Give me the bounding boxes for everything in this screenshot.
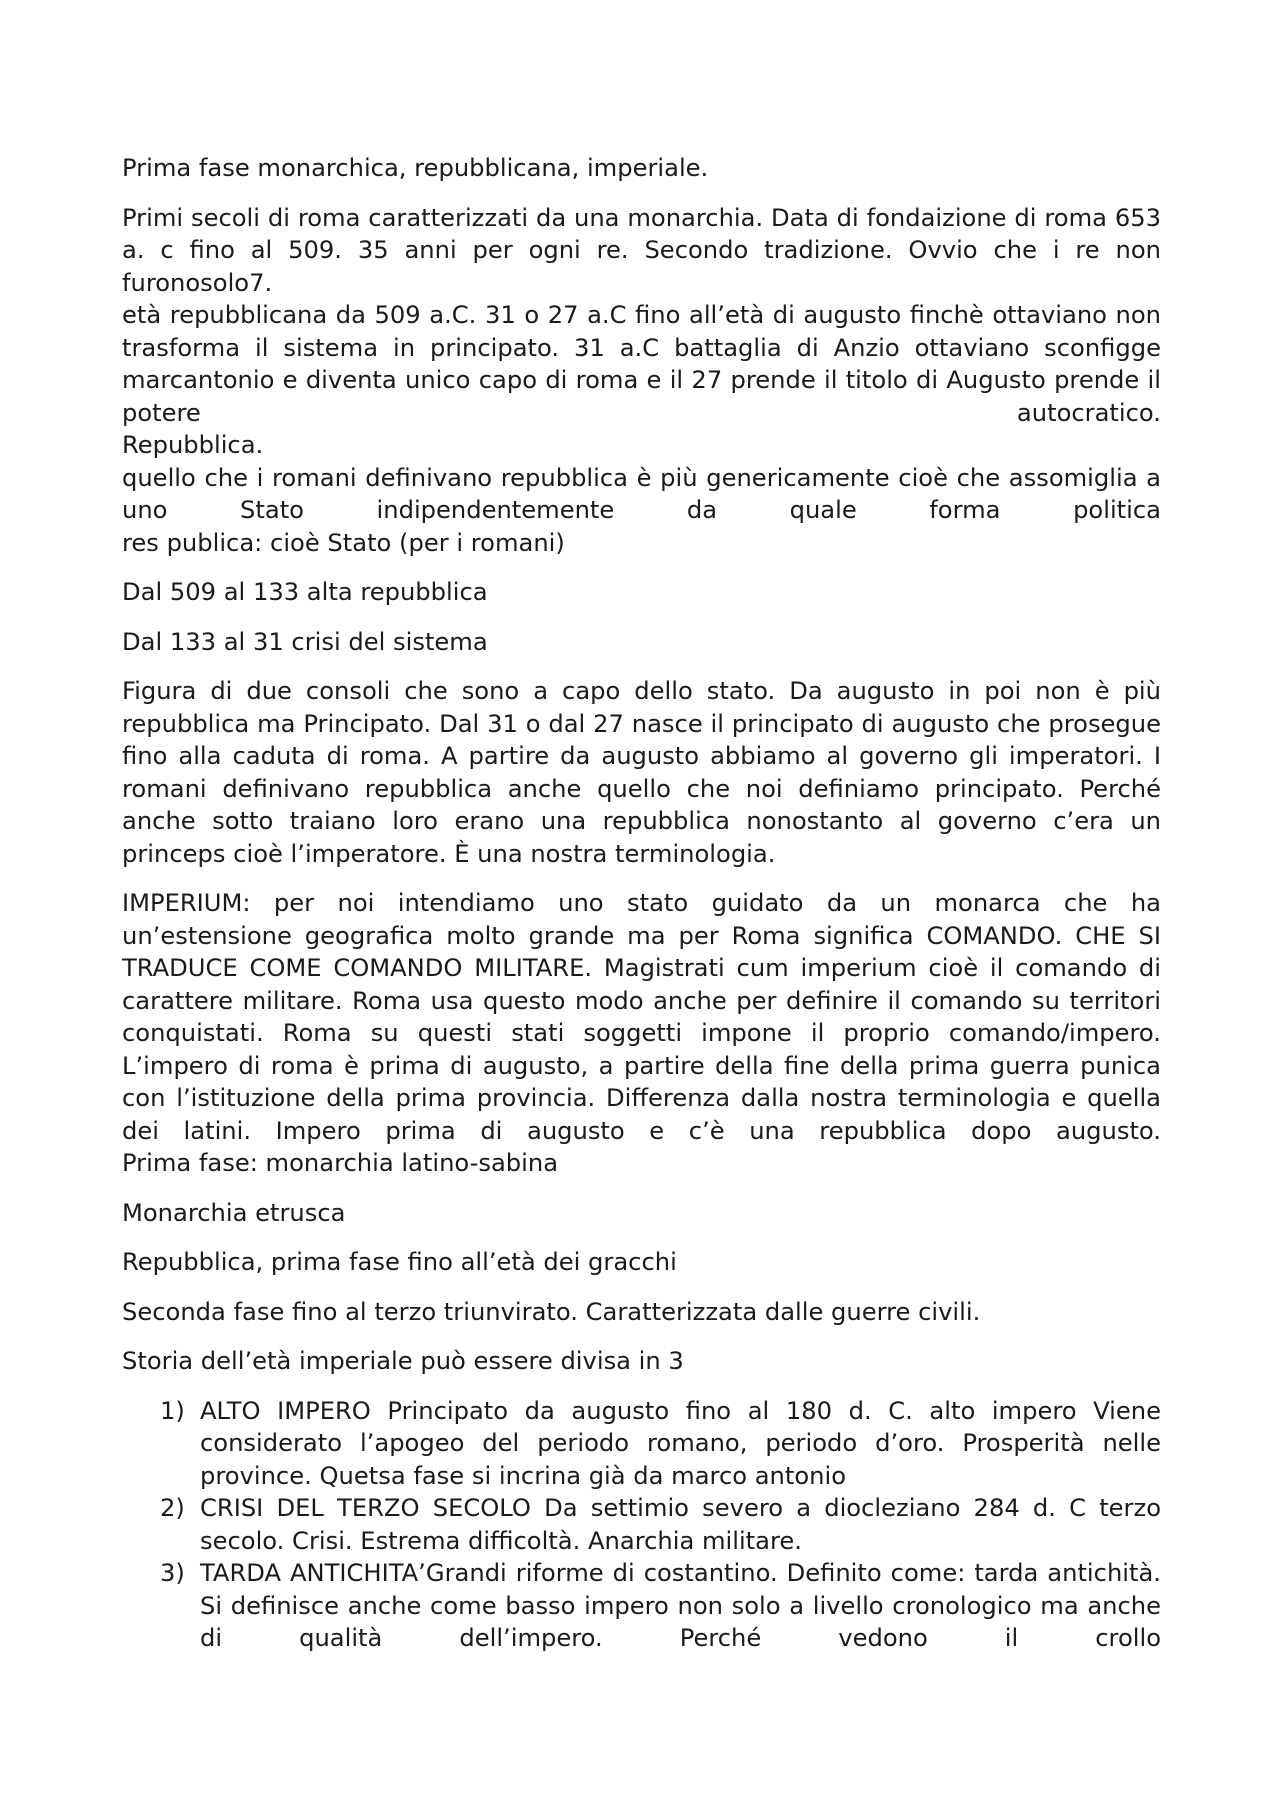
list-item <box>122 1395 1161 1493</box>
list-item-text: ALTO IMPERO Principato da augusto fino al 180 d. C. alto impero Viene considerato l’apogeo del periodo romano, periodo d’oro. Prosperità nelle province. Quetsa fase si incrina già da marco antonio <box>200 1396 1161 1490</box>
list-number: 1) <box>160 1396 185 1425</box>
paragraph-imperium <box>122 887 1161 1180</box>
paragraph-consuls: Figura di due consoli che sono a capo dello stato. Da augusto in poi non è più repubblica ma Principato. Dal 31 o dal 27 nasce il principato di augusto che prosegue fino alla caduta di roma. A partire da augusto abbiamo al governo gli imperatori. I romani definivano repubblica anche quello che noi definiamo principato. Perché anche sotto traiano loro erano una repubblica nonostanto al governo c’era un princeps cioè l’imperatore. È una nostra terminologia. <box>122 677 1161 868</box>
text-imperium: IMPERIUM: per noi intendiamo uno stato guidato da un monarca che ha un’estensione geografica molto grande ma per Roma significa COMANDO. CHE SI TRADUCE COME COMANDO MILITARE. Magistrati cum imperium cioè il comando di carattere militare. Roma usa questo modo anche per definire il comando su territori conquistati. Roma su questi stati soggetti impone il proprio comando/impero. L’impero di roma è prima di augusto, a partire della fine della prima guerra punica con l’istituzione della prima provincia. Differenza dalla nostra terminologia e quella dei latini. Impero prima di augusto e c’è una repubblica dopo augusto. <box>122 889 1161 1145</box>
list-item <box>122 1492 1161 1557</box>
text-republic-definition: quello che i romani definivano repubblica è più genericamente cioè che assomiglia a uno Stato indipendentemente da quale forma politica <box>122 463 1161 524</box>
text-republic-heading: Repubblica. <box>122 431 264 459</box>
paragraph-high-republic: Dal 509 al 133 alta repubblica <box>122 578 488 606</box>
text-res-publica: res publica: cioè Stato (per i romani) <box>122 528 565 557</box>
paragraph-republic-first-phase: Repubblica, prima fase fino all’età dei gracchi <box>122 1248 677 1276</box>
paragraph-crisis: Dal 133 al 31 crisi del sistema <box>122 627 488 656</box>
list-item-text: TARDA ANTICHITA’Grandi riforme di costantino. Definito come: tarda antichità. Si definisce anche come basso impero non solo a livello cronologico ma anche di qualità dell’impero. Perché vedono il crollo <box>200 1559 1161 1652</box>
imperial-periods-list <box>122 1395 1161 1655</box>
list-item-text: CRISI DEL TERZO SECOLO Da settimio severo a diocleziano 284 d. C terzo secolo. Crisi. Estrema difficoltà. Anarchia militare. <box>200 1494 1161 1555</box>
paragraph-imperial-age: Storia dell’età imperiale può essere divisa in 3 <box>122 1347 684 1375</box>
paragraph-monarchy-republic <box>122 202 1161 560</box>
text-monarchy: Primi secoli di roma caratterizzati da una monarchia. Data di fondaizione di roma 653 a. c fino al 509. 35 anni per ogni re. Secondo tradizione. Ovvio che i re non furonosolo7. <box>122 203 1161 297</box>
paragraph-second-phase: Seconda fase fino al terzo triunvirato. Caratterizzata dalle guerre civili. <box>122 1297 981 1326</box>
paragraph-intro: Prima fase monarchica, repubblicana, imperiale. <box>122 154 709 182</box>
list-number: 2) <box>160 1494 185 1522</box>
list-item <box>122 1557 1161 1655</box>
list-number: 3) <box>160 1559 185 1587</box>
text-republican-age: età repubblicana da 509 a.C. 31 o 27 a.C fino all’età di augusto finchè ottaviano non trasforma il sistema in principato. 31 a.C battaglia di Anzio ottaviano sconfigge marcantonio e diventa unico capo di roma e il 27 prende il titolo di Augusto prende il potere autocratico. <box>122 301 1161 427</box>
paragraph-etruscan-monarchy: Monarchia etrusca <box>122 1198 346 1227</box>
text-first-phase: Prima fase: monarchia latino-sabina <box>122 1149 559 1177</box>
